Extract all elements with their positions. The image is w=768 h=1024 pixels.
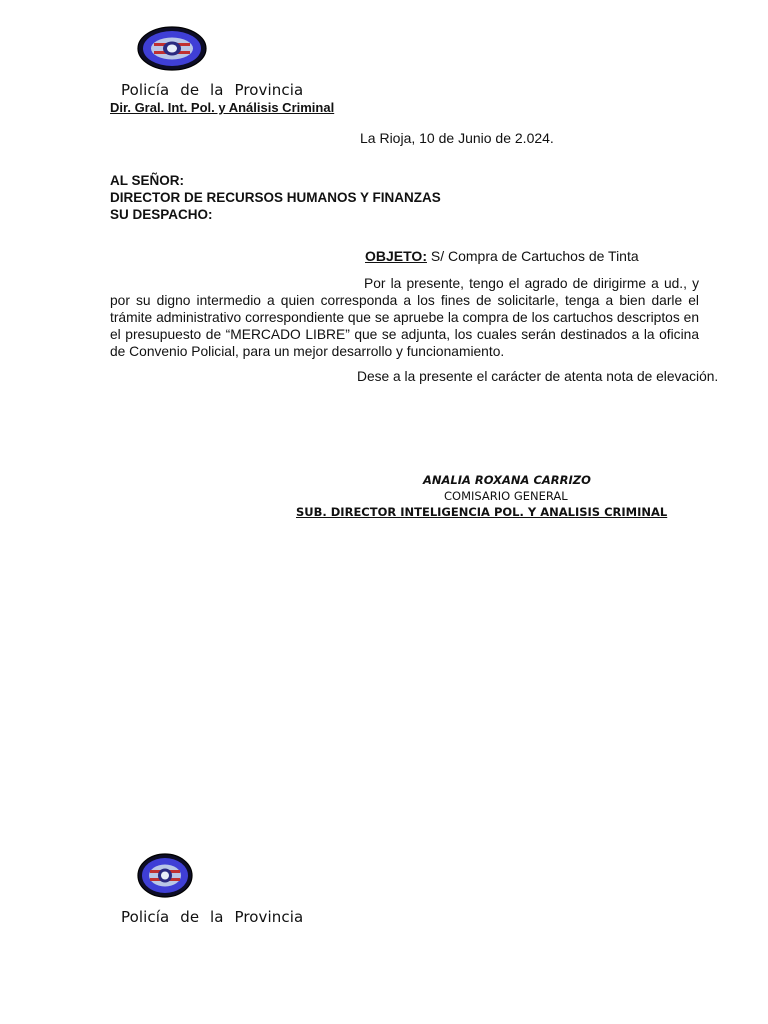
organization-name: Policía de la Provincia [121, 81, 304, 99]
subject-text: S/ Compra de Cartuchos de Tinta [426, 248, 639, 264]
subject-label: OBJETO: [365, 248, 427, 264]
police-emblem-icon [137, 26, 207, 71]
recipient-office: SU DESPACHO: [110, 207, 213, 222]
recipient-block [110, 172, 441, 223]
recipient-title: DIRECTOR DE RECURSOS HUMANOS Y FINANZAS [110, 190, 441, 205]
police-emblem-icon [137, 853, 193, 898]
subject-line [365, 248, 639, 264]
closing-line: Dese a la presente el carácter de atenta nota de elevación. [357, 369, 719, 384]
body-paragraph [110, 275, 699, 360]
date-line: La Rioja, 10 de Junio de 2.024. [360, 130, 554, 146]
signature-rank: COMISARIO GENERAL [444, 489, 568, 503]
footer-organization-name: Policía de la Provincia [121, 908, 304, 926]
department-name: Dir. Gral. Int. Pol. y Análisis Criminal [110, 100, 335, 115]
recipient-salutation: AL SEÑOR: [110, 173, 185, 188]
body-text: Por la presente, tengo el agrado de dirigirme a ud., y por su digno intermedio a quien corresponda a los fines de solicitarle, tenga a bien darle el trámite administrativo correspondiente que se apruebe la compra de los cartuchos descriptos en el presupuesto de “MERCADO LIBRE” que se adjunta, los cuales serán destinados a la oficina de Convenio Policial, para un mejor desarrollo y funcionamiento. [110, 276, 699, 359]
signature-name: ANALIA ROXANA CARRIZO [423, 473, 591, 487]
signature-office: SUB. DIRECTOR INTELIGENCIA POL. Y ANALISIS CRIMINAL [296, 505, 668, 519]
